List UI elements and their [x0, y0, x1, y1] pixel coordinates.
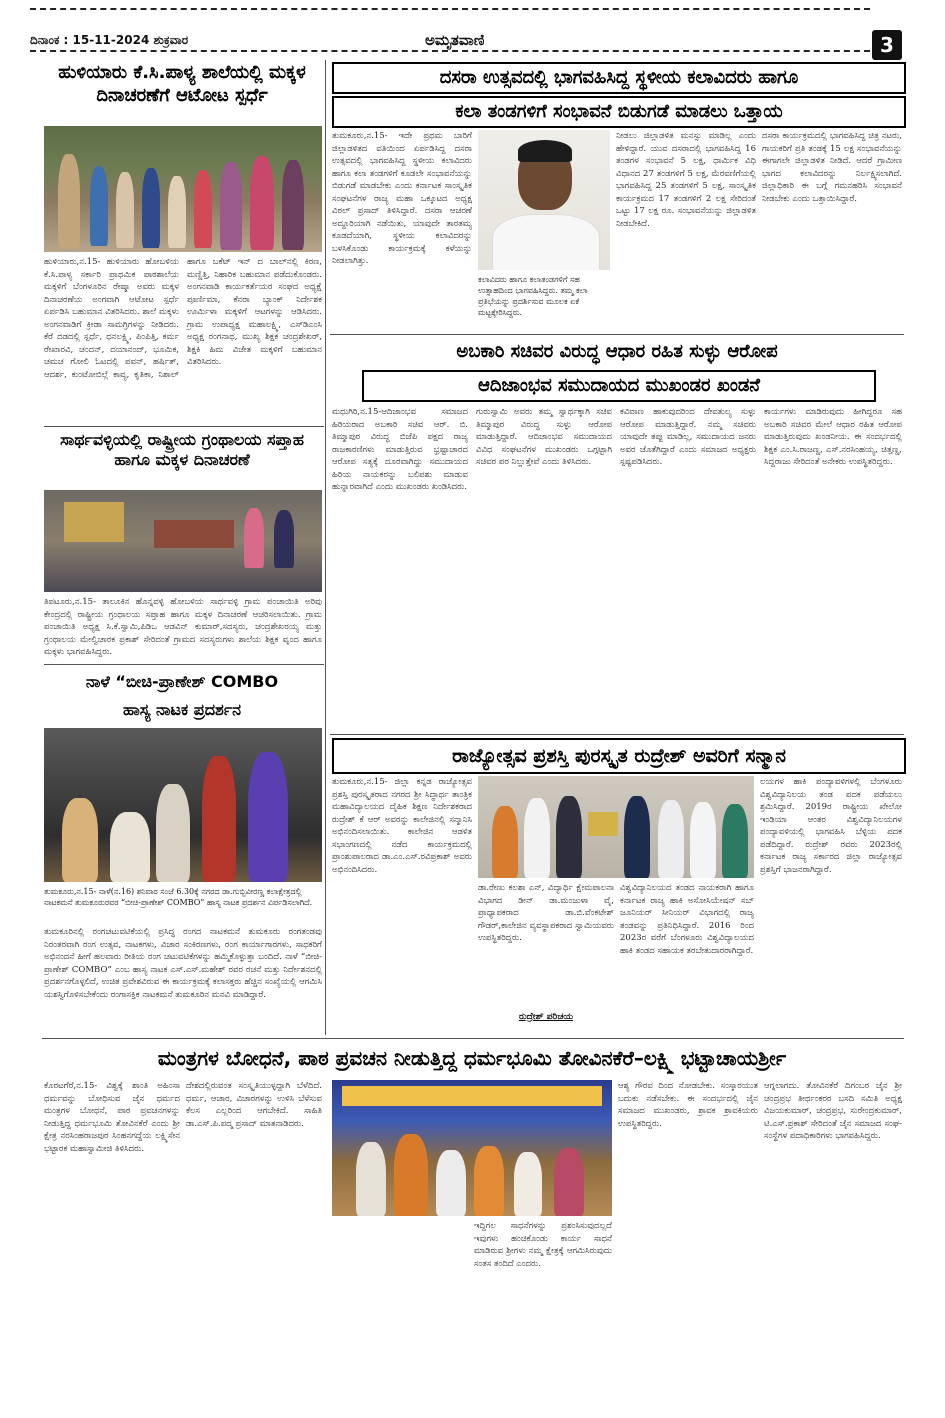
article-jain-col3a [332, 1220, 468, 1410]
article-rudresh-col2: ಡಾ.ರೇಣು ಕಲಶಾ ಎನ್, ವಿದ್ಯಾರ್ಥಿ ಕ್ಷೇಮಪಾಲನಾ ವಿಭಾಗದ ಡೀನ್ ಡಾ.ಮಂಜುಳಾ ವೈ, ಪ್ರಾಧ್ಯಾಪಕರಾದ ಡಾ.ಬಿ.ವೆಂಕಟೇಶ್ ಗೌಡರ್,ಕಾಲೇಜಿನ ವ್ಯವಸ್ಥಾಪಕರಾದ ಸ್ವಾಮಿಯವರು ಉಪಸ್ಥಿತರಿದ್ದರು. [478, 883, 614, 943]
headline-comedy-play: ಹಾಸ್ಯ ನಾಟಕ ಪ್ರದರ್ಶನ [122, 700, 242, 719]
article-rudresh-col1: ತುಮಕೂರು,ನ.15- ಜಿಲ್ಲಾ ಕನ್ನಡ ರಾಜ್ಯೋತ್ಸವ ಪ್ರಶಸ್ತಿ ಪುರಸ್ಕೃತರಾದ ನಗರದ ಶ್ರೀ ಸಿದ್ಧಾರ್ಥ ತಾಂತ್ರಿಕ ಮಹಾವಿದ್ಯಾಲಯದ ದೈಹಿಕ ಶಿಕ್ಷಣ ನಿರ್ದೇಶಕರಾದ ರುದ್ರೇಶ್ ಕೆ ಆರ್ ಅವರನ್ನು ಕಾಲೇಜಿನಲ್ಲಿ ಸನ್ಮಾನಿಸಿ ಅಭಿನಂದಿಸಲಾಯಿತು. ಕಾಲೇಜಿನ ಆಡಳಿತ ಸಭಾಂಗಣದಲ್ಲಿ ನಡೆದ ಕಾರ್ಯಕ್ರಮದಲ್ಲಿ ಪ್ರಾಂಶುಪಾಲರಾದ ಡಾ.ಎಂ.ಎಸ್.ರವಿಪ್ರಕಾಶ್ ಅವರು ಅಭಿನಂದಿಸಿದರು. [332, 777, 472, 875]
article-dasara-col1: ತುಮಕೂರು,ನ.15- ಇದೇ ಪ್ರಥಮ ಬಾರಿಗೆ ಜಿಲ್ಲಾಡಳಿತದ ವತಿಯಿಂದ ಏರ್ಪಡಿಸಿದ್ದ ದಸರಾ ಉತ್ಸವದಲ್ಲಿ ಭಾಗವಹಿಸಿದ್ದ ಸ್ಥಳೀಯ ಕಲಾವಿದರು ಹಾಗೂ ಕಲಾ ತಂಡಗಳಿಗೆ ಕೂಡಲೇ ಸಂಭಾವನೆಯನ್ನು ಬಿಡುಗಡೆ ಮಾಡಬೇಕು ಎಂದು ಕರ್ನಾಟಕ ಸಾಂಸ್ಕೃತಿಕ ಸಂಘಟನೆಗಳ ರಾಜ್ಯ ಮಹಾ ಒಕ್ಕೂಟದ ಅಧ್ಯಕ್ಷ ವಿಠಲ್ ಪ್ರಸಾದ್ ತಿಳಿಸಿದ್ದಾರೆ. ದಸರಾ ಆಚರಣೆ ಅದ್ದೂರಿಯಾಗಿ ನಡೆಯಿತು, ಯಾವುದೇ ತಾರತಮ್ಯ ಕೂಡದೆಯಾಗಿ, ಸ್ಥಳೀಯ ಕಲಾವಿದರನ್ನು ಬಳಸಿಕೊಂಡು ಕಾರ್ಯಕ್ರಮಕ್ಕೆ ಕಳೆಯನ್ನು ನೀಡಲಾಗಿತ್ತು. [332, 131, 472, 266]
article-dasara-col2: ನೀಡಲು ಜಿಲ್ಲಾಡಳಿತ ಮನಸ್ಸು ಮಾಡಿಲ್ಲ ಎಂದು ಹೇಳಿದ್ದಾರೆ. ಯುವ ದಸರಾದಲ್ಲಿ ಭಾಗವಹಿಸಿದ್ದ 16 ತಂಡಗಳ ಸಂಭಾವನೆ 5 ಲಕ್ಷ, ಧಾರ್ಮಿಕ ವಿಧಿ ವಿಧಾನದ 27 ತಂಡಗಳಿಗೆ 5 ಲಕ್ಷ, ಮೆರವಣಿಗೆಯಲ್ಲಿ ಭಾಗವಹಿಸಿದ್ದ 25 ತಂಡಗಳಿಗೆ 5 ಲಕ್ಷ, ಸಾಂಸ್ಕೃತಿಕ ಕಾರ್ಯಕ್ರಮದ 17 ತಂಡಗಳಿಗೆ 2 ಲಕ್ಷ ಸೇರಿದಂತೆ ಒಟ್ಟು 17 ಲಕ್ಷ ರೂ. ಸಂಭಾವನೆಯನ್ನು ಜಿಲ್ಲಾಡಳಿತ ನೀಡಬೇಕಿದೆ. [616, 131, 756, 229]
article-rudresh-col3: ವಿಶ್ವವಿದ್ಯಾನಿಲಯದ ತಂಡದ ನಾಯಕರಾಗಿ ಹಾಗೂ ಕರ್ನಾಟಕ ರಾಜ್ಯ ಹಾಕಿ ಅಸೋಸಿಯೇಷನ್ ಸಬ್ ಜೂನಿಯರ್ ಸೀನಿಯರ್ ವಿಭಾಗದಲ್ಲಿ ರಾಜ್ಯ ತಂಡವನ್ನು ಪ್ರತಿನಿಧಿಸಿದ್ದಾರೆ. 2016 ರಿಂದ 2023ರ ವರೆಗೆ ಬೆಂಗಳೂರು ವಿಶ್ವವಿದ್ಯಾಲಯದ ಹಾಕಿ ತಂಡದ ಸಹಾಯಕ ತರಬೇತುದಾರರಾಗಿದ್ದಾರೆ. [620, 883, 754, 956]
article-huliyaru-body: ಹುಳಿಯಾರು,ನ.15- ಹುಳಿಯಾರು ಹೋಬಳಿಯ ಕೆ.ಸಿ.ಪಾಳ್ಯ ಸರ್ಕಾರಿ ಪ್ರಾಥಮಿಕ ಪಾಠಶಾಲೆಯ ಮಕ್ಕಳಿಗೆ ಬೆಂಗಳೂರಿನ ರೇಷ್ಮಾ ಅವರು ಮಕ್ಕಳ ದಿನಾಚರಣೆಯ ಅಂಗವಾಗಿ ಆಟೋಟ ಸ್ಪರ್ಧೆ ಏರ್ಪಡಿಸಿ ಬಹುಮಾನ ವಿತರಿಸಿದರು. ಶಾಲೆ ಮಕ್ಕಳು ಅಂಗನವಾಡಿಗೆ ಕ್ರೀಡಾ ಸಾಮಗ್ರಿಗಳನ್ನು ನೀಡಿದರು. ಕೆರೆ ದಡದಲ್ಲಿ ಸ್ಪರ್ಧೆ, ಧನಲಕ್ಷ್ಮಿ, ಪಿಂಪಿತ್ತಿ, ಕರ್ಮ ರೇಖಾರವಿ, ಚಂದನ್, ದಯಾನಂದ್, ಭೂಮಿಕ, ಚಮಚ ಗೋಲಿ ಓಟದಲ್ಲಿ ಪವನ್, ಹರ್ಷಿತ್, ಆದರ್ಶ, ಕುಂಟೋಬಿಲ್ಲೆ ಕಾವ್ಯ, ಕೃತಿಕಾ, ನಿಶಾಲ್ ಹಾಗೂ ಬಕೆಟ್ ಇನ್ ದ ಬಾಲ್‌ನಲ್ಲಿ ಕಿರಣ, ಮಣ್ಣಿತ್ತಿ, ನಿಹಾರಿಕ ಬಹುಮಾನ ಪಡೆದುಕೊಂಡರು. ಅಂಗನವಾಡಿ ಕಾರ್ಯಕರ್ತೆಯರ ಸಂಘದ ಅಧ್ಯಕ್ಷೆ ಪೂರ್ಣಿಮಾ, ಕೆನರಾ ಬ್ಯಾಂಕ್ ನಿರ್ದೇಶಕ ಊರ್ಮಿಳಾ ಮಕ್ಕಳಿಗೆ ಆಟಗಳನ್ನು ಆಡಿಸಿದರು. ಗ್ರಾಮ ಉಪಾಧ್ಯಕ್ಷ ಮಹಾಲಕ್ಷ್ಮಿ, ಎಸ್‌ಡಿಎಂಸಿ ಅಧ್ಯಕ್ಷ ರಂಗನಾಥ, ಮುಖ್ಯ ಶಿಕ್ಷಕ ಚಂದ್ರಶೇಖರ್, ಶಿಕ್ಷಕಿ ಹಿಮ ವಿಜೇತ ಮಕ್ಕಳಿಗೆ ಬಹುಮಾನ ವಿತರಿಸಿದರು. [44, 257, 322, 380]
photo-library-week [44, 490, 322, 592]
article-rudresh-col4: ಲಯಗಳ ಹಾಕಿ ಪಂದ್ಯಾವಳಿಗಳಲ್ಲಿ ಬೆಂಗಳೂರು ವಿಶ್ವವಿದ್ಯಾನಿಲಯ ತಂಡ ಪದಕ ಪಡೆಯಲು ಶ್ರಮಿಸಿದ್ದಾರೆ. 2019ರ ರಾಷ್ಟ್ರೀಯ ಖೇಲೋ ಇಂಡಿಯಾ ಆಂತರ ವಿಶ್ವವಿದ್ಯಾನಿಲಯಗಳ ಪಂದ್ಯಾವಳಿಯಲ್ಲಿ ಭಾಗವಹಿಸಿ ಬೆಳ್ಳಿಯ ಪದಕ ಪಡೆದಿದ್ದಾರೆ. ರುದ್ರೇಶ್ ರವರು 2023ರಲ್ಲಿ ಕರ್ನಾಟಕ ರಾಜ್ಯ ಸರ್ಕಾರದ ಜಿಲ್ಲಾ ರಾಜ್ಯೋತ್ಸವ ಪ್ರಶಸ್ತಿಗೆ ಭಾಜನರಾಗಿದ್ದಾರೆ. [760, 777, 902, 875]
photo-caption-drama: ತುಮಕೂರು,ನ.15- ನಾಳೆ(ನ.16) ಶನಿವಾರ ಸಂಜೆ 6.30ಕ್ಕೆ ನಗರದ ಡಾ.ಗುಬ್ಬಿವೀರಣ್ಣ ಕಲಾಕ್ಷೇತ್ರದಲ್ಲಿ ನಾಟಕಮನೆ ತುಮಕೂರುರವರ “ಬೀಚಿ-ಪ್ರಾಣೇಶ್ COMBO” ಹಾಸ್ಯ ನಾಟಕ ಪ್ರದರ್ಶನ ವಿರ್ಪಡಿಸಲಾಗಿದೆ. [44, 887, 313, 907]
article-jain-col3: ಇದ್ದಿಗಲ ಸಾಧನೆಗಳನ್ನು ಪ್ರಶಂಸಿಸುವುದಲ್ಲದೆ ಇವುಗಳು ಹಂಚಿಕೊಂಡು ಕಾರ್ಯ ಸಾಧನೆ ಮಾಡಿರುವ ಶ್ರೀಗಳು ನಮ್ಮ ಕ್ಷೇತ್ರಕ್ಕೆ ಆಗಮಿಸಿರುವುದು ಸಂತಸ ತಂದಿದೆ ಎಂದರು. [474, 1221, 612, 1269]
photo-jain-event [332, 1080, 612, 1216]
article-excise-col4: ಕಾರ್ಯಗಳು ಮಾಡಿರುವುದು ಹೀಗಿದ್ದರೂ ಸಹ ಅಬಕಾರಿ ಸಚಿವರ ಮೇಲೆ ಆಧಾರ ರಹಿತ ಆರೋಪ ಮಾಡುತ್ತಿರುವುದು ಖಂಡನೀಯ. ಈ ಸಂದರ್ಭದಲ್ಲಿ ಶಿಕ್ಷಕ ಎಂ.ಸಿ.ರಾಜಣ್ಣ, ಎಸ್.ನರಸಿಂಹಯ್ಯ, ಚಿತ್ತಣ್ಣ, ಸಿದ್ದರಾಜು ಸೇರಿದಂತೆ ಅನೇಕರು ಉಪಸ್ಥಿತರಿದ್ದರು. [764, 407, 902, 467]
headline-beechi-pranesh: ನಾಳೆ “ಬೀಚಿ-ಪ್ರಾಣೇಶ್ COMBO [85, 672, 279, 691]
page-number: 3 [872, 30, 902, 60]
photo-children-sports [44, 126, 322, 252]
headline-community-condemn: ಆದಿಜಾಂಭವ ಸಮುದಾಯದ ಮುಖಂಡರ ಖಂಡನೆ [362, 370, 876, 402]
article-excise-col1: ಮಧುಗಿರಿ,ನ.15-ಆದಿಜಾಂಭವ ಸಮಾಜದ ಹಿರಿಯರಾದ ಅಬಕಾರಿ ಸಚಿವ ಆರ್. ಬಿ. ತಿಮ್ಮಾಪುರ ವಿರುದ್ಧ ಬಿಜೆಪಿ ಪಕ್ಷದ ರಾಜ್ಯ ರಾಜಕಾರಣಿಗಳು ಮಾಡುತ್ತಿರುವ ಭ್ರಷ್ಟಾಚಾರದ ಆರೋಪ ಸತ್ಯಕ್ಕೆ ದೂರವಾಗಿದ್ದು ಸಮುದಾಯದ ಹಿರಿಯ ನಾಯಕರನ್ನು ಬಲಿಪಶು ಮಾಡುವ ಹುನ್ನಾರವಾಗಿದೆ ಎಂದು ಮುಖಂಡರು ಖಂಡಿಸಿದರು. [332, 407, 468, 492]
headline-sarthavalli: ಸಾರ್ಥವಳ್ಳಿಯಲ್ಲಿ ರಾಷ್ಟ್ರೀಯ ಗ್ರಂಥಾಲಯ ಸಪ್ತಾಹ ಹಾಗೂ ಮಕ್ಕಳ ದಿನಾಚರಣೆ [60, 430, 304, 469]
article-excise-col2: ಗುರುಸ್ವಾಮಿ ಅವರು ತಮ್ಮ ಸ್ವಾರ್ಥಕ್ಕಾಗಿ ಸಚಿವ ತಿಮ್ಮಾಪುರ ವಿರುದ್ಧ ಸುಳ್ಳು ಆರೋಪ ಮಾಡುತ್ತಿದ್ದಾರೆ. ಆದಿಜಾಂಭವ ಸಮುದಾಯದ ವಿವಿಧ ಸಂಘಟನೆಗಳ ಮುಖಂಡರು ಒಗ್ಗಟ್ಟಾಗಿ ಸಚಿವರ ಪರ ನಿಲ್ಲುತ್ತೇವೆ ಎಂದು ತಿಳಿಸಿದರು. [476, 407, 612, 467]
headline-jain-tovinakere: ಮಂತ್ರಗಳ ಬೋಧನೆ, ಪಾಠ ಪ್ರವಚನ ನೀಡುತ್ತಿದ್ದ ಧರ್ಮಭೂಮಿ ತೋವಿನಕೆರೆ–ಲಕ್ಷ್ಮಿ ಭಟ್ಟಾಚಾಯರ್ಶ್ರೀ [157, 1046, 787, 1070]
photo-rudresh-felicitation [478, 776, 754, 878]
headline-huliyaru: ಹುಳಿಯಾರು ಕೆ.ಸಿ.ಪಾಳ್ಯ ಶಾಲೆಯಲ್ಲಿ ಮಕ್ಕಳ ದಿನಾಚರಣೆಗೆ ಆಟೋಟ ಸ್ಪರ್ಧೆ [58, 62, 306, 106]
headline-artists-payment: ಕಲಾ ತಂಡಗಳಿಗೆ ಸಂಭಾವನೆ ಬಿಡುಗಡೆ ಮಾಡಲು ಒತ್ತಾಯ [332, 96, 906, 128]
masthead-rule-top [30, 8, 870, 10]
photo-vittal-prasad [478, 130, 610, 270]
masthead-rule-bottom [30, 50, 870, 52]
section-rule [330, 334, 904, 335]
article-sarthavalli-body: ತಿಪಟೂರು,ನ.15- ತಾಲೂಕಿನ ಹೊನ್ನವಳ್ಳಿ ಹೋಬಳಿಯ ಸಾರ್ಥವಳ್ಳಿ ಗ್ರಾಮ ಪಂಚಾಯಿತಿ ಅರಿವು ಕೇಂದ್ರದಲ್ಲಿ ರಾಷ್ಟ್ರೀಯ ಗ್ರಂಥಾಲಯ ಸಪ್ತಾಹ ಹಾಗೂ ಮಕ್ಕಳ ದಿನಾಚರಣೆ ಆಚರಿಸಲಾಯಿತು. ಗ್ರಾಮ ಪಂಚಾಯಿತಿ ಅಧ್ಯಕ್ಷ ಸಿ.ಕೆ.ಸ್ವಾಮಿ,ಪಿಡಿಒ ಆಡವಿನ್ ಕುಮಾರ್,ಸದಸ್ಯರು, ಚಂದ್ರಶೇಖರಯ್ಯ ಮತ್ತು ಗ್ರಂಥಾಲಯ ಮೇಲ್ವಿಚಾರಕ ಪ್ರಕಾಶ್ ಸೇರಿದಂತೆ ಗ್ರಾಮದ ಸದಸ್ಯರುಗಳು ಶಾಲೆಯ ಶಿಕ್ಷಕ ವೃಂದ ಹಾಗೂ ಮಕ್ಕಳು ಭಾಗವಹಿಸಿದ್ದರು. [44, 597, 322, 657]
article-excise-col3: ಕವಿವಾಣ ಹಾಕುವುದರಿಂದ ದೇವತುಲ್ಯ ಸುಳ್ಳು ಆರೋಪ ಮಾಡುತ್ತಿದ್ದಾರೆ. ನಮ್ಮ ಸಚಿವರು ಯಾವುದೇ ತಪ್ಪು ಮಾಡಿಲ್ಲ, ಸಮುದಾಯದ ಜನರು ಅವರ ಜೊತೆಗಿದ್ದಾರೆ ಎಂದು ಸಮಾಜದ ಅಧ್ಯಕ್ಷರು ಸ್ಪಷ್ಟಪಡಿಸಿದರು. [620, 407, 756, 467]
article-beechi-body: ತುಮಕೂರಿನಲ್ಲಿ ರಂಗಚಟುವಟಿಕೆಯಲ್ಲಿ ಪ್ರಸಿದ್ಧ ರಂಗದ ನಾಟಕಮನೆ ತುಮಕೂರು ರಂಗತಂಡವು ನಿರಂತರವಾಗಿ ರಂಗ ಉತ್ಸವ, ನಾಟಕಗಳು, ವಿಚಾರ ಸಂಕಿರಣಗಳು, ರಂಗ ಕಾರ್ಯಾಗಾರಗಳು, ಸಾಧಕರಿಗೆ ಅಭಿನಂದನೆ ಹೀಗೆ ಹಲವಾರು ರೀತಿಯ ರಂಗ ಚಟುವಟಿಕೆಗಳನ್ನು ಹಮ್ಮಿಕೊಳ್ಳುತ್ತಾ ಬಂದಿದೆ. ನಾಳೆ “ಬೀಚಿ-ಪ್ರಾಣೇಶ್ COMBO” ಎಂಬ ಹಾಸ್ಯ ನಾಟಕ ಎಸ್.ಎಸ್.ಮಹೇಶ್ ರವರ ರಚನೆ ಮತ್ತು ನಿರ್ದೇಶನದಲ್ಲಿ ಪ್ರದರ್ಶನಗೊಳ್ಳಲಿದೆ, ಉಚಿತ ಪ್ರವೇಶವಿರುವ ಈ ಕಾರ್ಯಕ್ರಮಕ್ಕೆ ಕಲಾಸಕ್ತರು ಹೆಚ್ಚಿನ ಸಂಖ್ಯೆಯಲ್ಲಿ ಆಗಮಿಸಿ ಯಶಸ್ವಿಗೊಳಿಸಬೇಕೆಂದು ರಂಗಾಸಕ್ತಿಕ ನಾಟಕಮನೆ ತುಮಕೂರಿನ ಮನವಿ ಮಾಡಿದ್ದಾರೆ. [44, 927, 322, 1000]
article-rudresh-col1b [332, 880, 472, 980]
photo-drama-stage [44, 728, 322, 882]
article-jain-col1: ಕೊರಟಗೆರೆ,ನ.15- ವಿಶ್ವಕ್ಕೆ ಶಾಂತಿ ಅಹಿಂಸಾ ಧರ್ಮವನ್ನು ಬೋಧಿಸುವ ಜೈನ ಧರ್ಮದ ಮಂತ್ರಗಳ ಬೋಧನೆ, ಪಾಠ ಪ್ರವಚನಗಳನ್ನು ನೀಡುತ್ತಿದ್ದ ಧರ್ಮಭೂಮಿ ತೋವಿನಕೆರೆ ಎಂದು ಶ್ರೀ ಕ್ಷೇತ್ರ ನರಸಿಂಹರಾಜಪುರ ಸಿಂಹನಗದ್ದೆಯ ಲಕ್ಷ್ಮಿಸೇನ ಭಟ್ಟಾರಕ ಮಹಾಸ್ವಾಮೀಜಿ ತಿಳಿಸಿದರು. [44, 1081, 180, 1154]
column-divider [325, 60, 326, 1035]
issue-date: ದಿನಾಂಕ : 15-11-2024 ಶುಕ್ರವಾರ [30, 33, 189, 47]
paper-name: ಅಮೃತವಾಣಿ [425, 31, 485, 49]
article-jain-col4: ಆಶ್ಯ ಗೌರವ ದಿಂದ ನೋಡಬೇಕು. ಸಂಸ್ಕಾರಯುತ ಬದುಕು ನಡೆಸಬೇಕು. ಈ ಸಂದರ್ಭದಲ್ಲಿ ಜೈನ ಸಮಾಜದ ಮುಖಂಡರು, ಶ್ರಾವಕ ಶ್ರಾವಕಿಯರು ಉಪಸ್ಥಿತರಿದ್ದರು. [618, 1081, 758, 1129]
byline-rudresh-intro: ರುದ್ರೇಶ್ ಪರಿಚಯ [518, 1012, 574, 1022]
article-dasara-col3: ದಸರಾ ಕಾರ್ಯಕ್ರಮದಲ್ಲಿ ಭಾಗವಹಿಸಿದ್ದ ಚಿತ್ರ ನಟರು, ಗಾಯಕರಿಗೆ ಪ್ರತಿ ತಂಡಕ್ಕೆ 15 ಲಕ್ಷ ಸಂಭಾವನೆಯನ್ನು ಈಗಾಗಲೇ ಜಿಲ್ಲಾಡಳಿತ ನೀಡಿದೆ. ಆದರೆ ಗ್ರಾಮೀಣ ಭಾಗದ ಕಲಾವಿದರನ್ನು ನಿರ್ಲಕ್ಷ್ಯಿಸಲಾಗಿದೆ. ಜಿಲ್ಲಾಧಿಕಾರಿ ಈ ಬಗ್ಗೆ ಗಮನಹರಿಸಿ ಸಂಭಾವನೆ ನೀಡಬೇಕು ಎಂದು ಒತ್ತಾಯಿಸಿದ್ದಾರೆ. [762, 131, 902, 204]
headline-dasara: ದಸರಾ ಉತ್ಸವದಲ್ಲಿ ಭಾಗವಹಿಸಿದ್ದ ಸ್ಥಳೀಯ ಕಲಾವಿದರು ಹಾಗೂ [332, 62, 906, 94]
headline-excise-minister: ಅಬಕಾರಿ ಸಚಿವರ ವಿರುದ್ಧ ಆಧಾರ ರಹಿತ ಸುಳ್ಳು ಆರೋಪ [456, 341, 778, 362]
section-rule [330, 734, 904, 735]
section-rule [42, 1038, 904, 1039]
photo-caption-dasara: ಕಲಾವಿದರು ಹಾಗೂ ಕಲಾತಂಡಗಳಿಗೆ ಸಹ ಉತ್ಸಾಹದಿಂದ ಭಾಗವಹಿಸಿದ್ದರು. ತಮ್ಮ ಕಲಾ ಪ್ರತಿಭೆಯನ್ನು ಪ್ರದರ್ಶಿಸುವ ಮೂಲಕ ಏಕೆ ಮಟ್ಟಕ್ಕೇರಿಸಿದ್ದರು. [478, 275, 588, 317]
article-jain-col5: ಆಗ್ನಲಾಗದು. ತೋವಿನಕೆರೆ ದಿಗಂಬರ ಜೈನ ಶ್ರೀ ಚಂದ್ರಪ್ರಭ ತೀರ್ಥಂಕರರ ಬಸದಿ ಸಮಿತಿ ಅಧ್ಯಕ್ಷ ವಿಜಯಕುಮಾರ್, ಚಂದ್ರಪ್ರಭ, ಸುರೇಂದ್ರಕುಮಾರ್, ಟಿ.ಎಸ್.ಪ್ರಕಾಶ್ ಸೇರಿದಂತೆ ಜೈನ ಸಮಾಜದ ಸಂಘ-ಸಂಸ್ಥೆಗಳ ಪದಾಧಿಕಾರಿಗಳು ಭಾಗವಹಿಸಿದ್ದರು. [764, 1081, 902, 1141]
section-rule [44, 664, 324, 665]
article-jain-col2: ದೇಶದಲ್ಲಿರುವಂತ ಸಂಸ್ಕೃತಿಯುಳ್ಳದ್ದಾಗಿ ಬೆಳೆದಿದೆ. ಧರ್ಮ, ಆಚಾರ, ವಿಚಾರಗಳನ್ನು ಉಳಿಸಿ ಬೆಳೆಸುವ ಕೆಲಸ ಎಲ್ಲರಿಂದ ಆಗಬೇಕಿದೆ. ಸಾಹಿತಿ ಡಾ.ಎಸ್.ಪಿ.ಪದ್ಮ ಪ್ರಸಾದ್ ಮಾತನಾಡಿದರು. [186, 1081, 322, 1129]
section-rule [44, 426, 324, 427]
headline-rudresh-honour: ರಾಜ್ಯೋತ್ಸವ ಪ್ರಶಸ್ತಿ ಪುರಸ್ಕೃತ ರುದ್ರೇಶ್ ಅವರಿಗೆ ಸನ್ಮಾನ [332, 738, 906, 774]
